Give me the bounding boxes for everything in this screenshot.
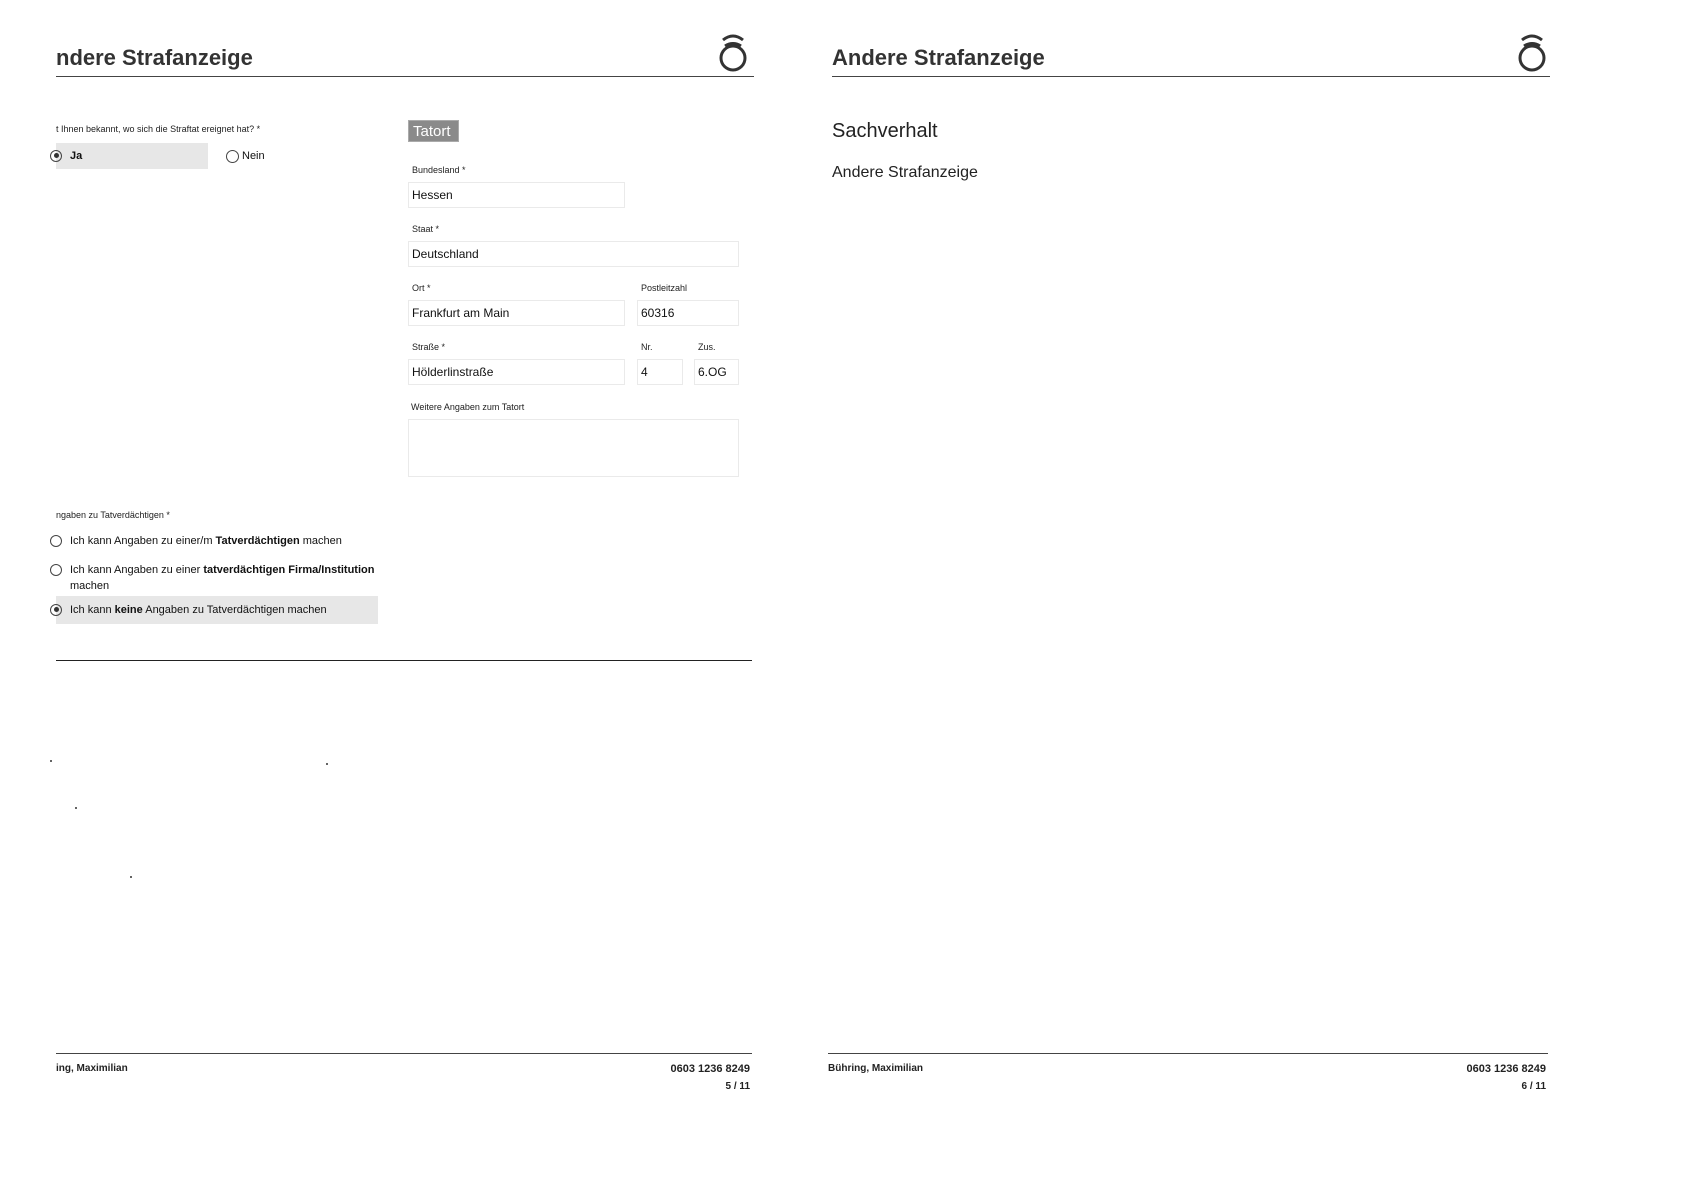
- page-title: Andere Strafanzeige: [832, 45, 1045, 70]
- police-logo-icon: [1517, 30, 1547, 76]
- footer-page: 6 / 11: [1521, 1081, 1546, 1092]
- weitere-textarea[interactable]: [408, 419, 739, 477]
- footer-name: ing, Maximilian: [56, 1063, 128, 1074]
- nr-value: 4: [641, 365, 648, 379]
- radio-button-icon[interactable]: [226, 150, 239, 163]
- bundesland-value: Hessen: [412, 188, 453, 202]
- section-heading: Sachverhalt: [832, 120, 938, 142]
- weitere-label: Weitere Angaben zum Tatort: [411, 402, 525, 412]
- suspect-option-3: Ich kann keine Angaben zu Tatverdächtigen machen: [70, 604, 327, 616]
- radio-button-icon[interactable]: [56, 535, 68, 547]
- ort-value: Frankfurt am Main: [412, 306, 510, 320]
- header-rule: [56, 76, 754, 77]
- scan-speck: [50, 760, 52, 762]
- zus-label: Zus.: [698, 342, 716, 352]
- ort-label: Ort *: [412, 283, 431, 293]
- footer-page: 5 / 11: [725, 1081, 750, 1092]
- police-logo-icon: [718, 30, 748, 76]
- strasse-label: Straße *: [412, 342, 446, 352]
- tatort-heading-box: [408, 120, 459, 142]
- plz-value: 60316: [641, 306, 675, 320]
- footer-number: 0603 1236 8249: [1466, 1063, 1546, 1075]
- section-rule: [56, 660, 752, 661]
- right-page: [828, 0, 1696, 1199]
- suspect-option-2: Ich kann Angaben zu einer tatverdächtigen Firma/Institution: [70, 564, 375, 576]
- option-yes-label: Ja: [70, 150, 83, 162]
- header-rule: [832, 76, 1550, 77]
- suspects-label: ngaben zu Tatverdächtigen *: [56, 510, 170, 520]
- bundesland-label: Bundesland *: [412, 165, 466, 175]
- option-no-label: Nein: [242, 150, 265, 162]
- footer-name: Bühring, Maximilian: [828, 1063, 924, 1074]
- footer-rule: [56, 1053, 752, 1054]
- nr-label: Nr.: [641, 342, 653, 352]
- scan-speck: [75, 807, 77, 809]
- scan-speck: [326, 763, 328, 765]
- suspect-option-2-cont: machen: [70, 580, 110, 592]
- suspect-option-1: Ich kann Angaben zu einer/m Tatverdächtigen machen: [70, 535, 342, 547]
- radio-button-icon[interactable]: [56, 150, 68, 162]
- plz-label: Postleitzahl: [641, 283, 688, 293]
- zus-value: 6.OG: [698, 365, 727, 379]
- footer-number: 0603 1236 8249: [670, 1063, 750, 1075]
- tatort-heading: Tatort: [413, 123, 451, 140]
- scan-speck: [130, 876, 132, 878]
- section-text: Andere Strafanzeige: [832, 164, 978, 181]
- strasse-value: Hölderlinstraße: [412, 365, 494, 379]
- footer-rule: [828, 1053, 1548, 1054]
- radio-button-icon[interactable]: [56, 564, 68, 576]
- location-question: t Ihnen bekannt, wo sich die Straftat ereignet hat? *: [56, 124, 261, 134]
- radio-button-icon[interactable]: [56, 604, 68, 616]
- staat-label: Staat *: [412, 224, 440, 234]
- page-title: ndere Strafanzeige: [56, 45, 253, 70]
- staat-value: Deutschland: [412, 247, 479, 261]
